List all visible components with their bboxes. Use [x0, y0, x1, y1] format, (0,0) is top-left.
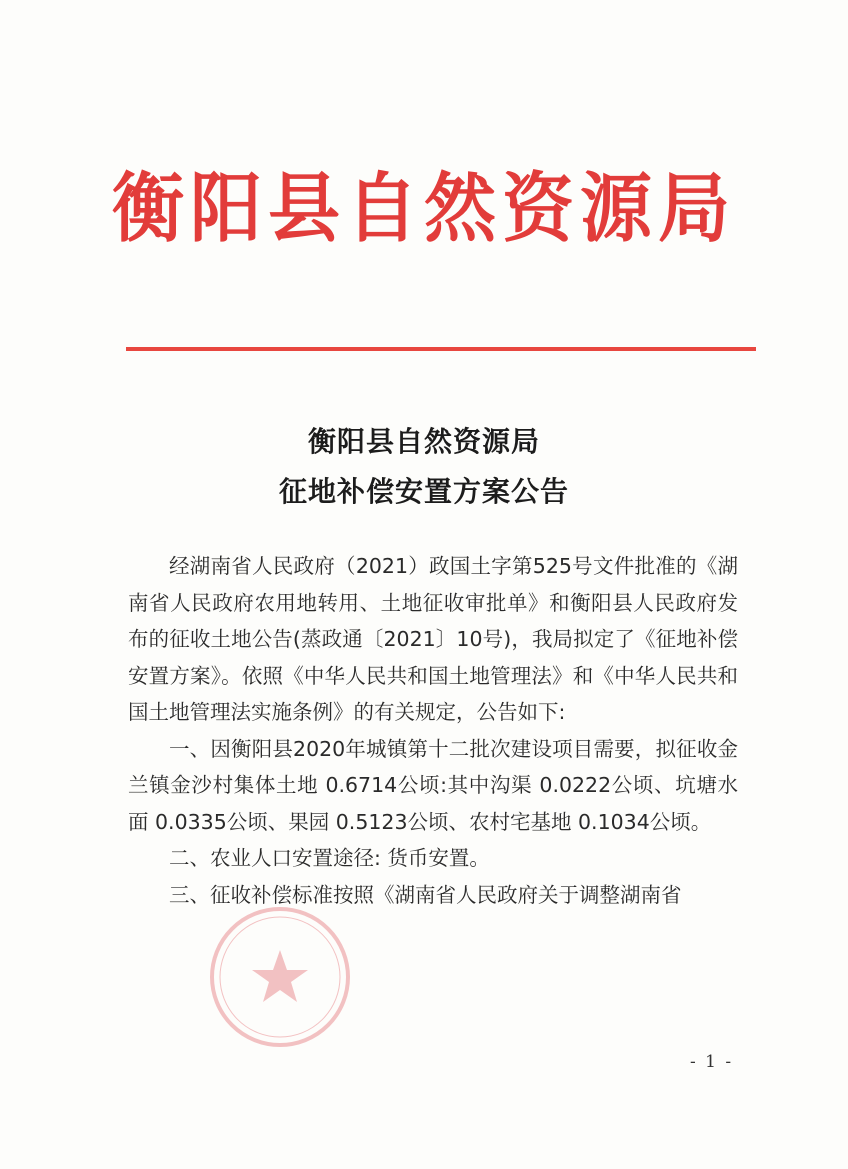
- notice-body: [128, 548, 738, 913]
- paragraph-intro: 经湖南省人民政府（2021）政国土字第525号文件批准的《湖南省人民政府农用地转用、土地征收审批单》和衡阳县人民政府发布的征收土地公告(蒸政通〔2021〕10号)，我局拟定了《征地补偿安置方案》。依照《中华人民共和国土地管理法》和《中华人民共和国土地管理法实施条例》的有关规定，公告如下:: [128, 554, 738, 724]
- notice-title-line2: 征地补偿安置方案公告: [278, 475, 569, 508]
- official-seal-stamp: [205, 902, 355, 1052]
- paragraph-item-2: 二、农业人口安置途径: 货币安置。: [169, 846, 490, 870]
- paragraph-item-1: 一、因衡阳县2020年城镇第十二批次建设项目需要，拟征收金兰镇金沙村集体土地 0.6714公顷:其中沟渠 0.0222公顷、坑塘水面 0.0335公顷、果园 0.5123公顷、农村宅基地 0.1034公顷。: [128, 736, 738, 834]
- paragraph-item-3: 三、征收补偿标准按照《湖南省人民政府关于调整湖南省: [169, 882, 682, 907]
- notice-title-line1: 衡阳县自然资源局: [307, 425, 540, 458]
- page-number: - 1 -: [690, 1052, 734, 1072]
- letterhead-divider: [126, 347, 756, 351]
- letterhead-title: 衡阳县自然资源局: [111, 163, 736, 253]
